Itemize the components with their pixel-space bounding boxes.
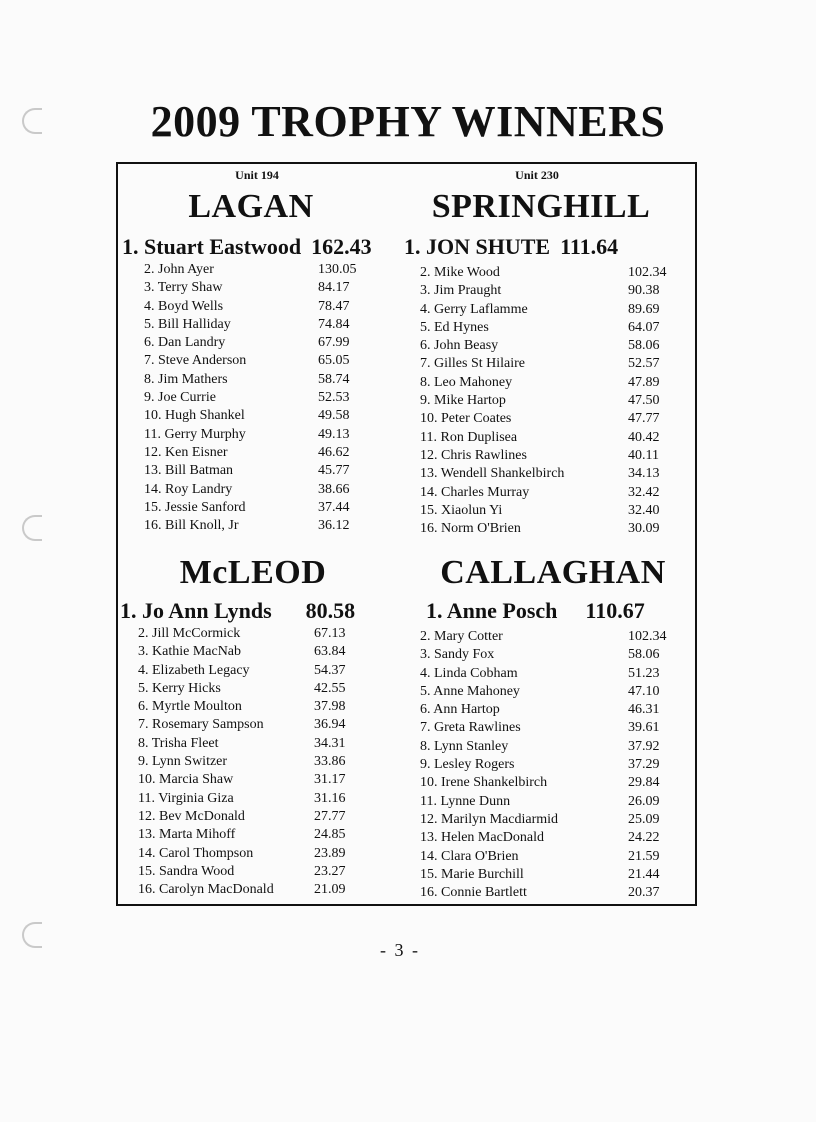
- list-item: [404, 264, 694, 282]
- list-item: [122, 279, 412, 297]
- entry-name: 13. Marta Mihoff: [138, 827, 236, 843]
- list-item: [404, 774, 694, 792]
- list-item: [404, 683, 694, 701]
- entry-name: 4. Gerry Laflamme: [420, 301, 528, 317]
- entry-score: 24.22: [628, 830, 660, 846]
- list-item: [120, 771, 410, 789]
- entry-list: [120, 625, 410, 899]
- entry-score: 51.23: [628, 665, 660, 681]
- list-item: [404, 465, 694, 483]
- entry-score: 47.89: [628, 374, 660, 390]
- entry-name: 13. Bill Batman: [144, 463, 234, 479]
- list-item: [120, 643, 410, 661]
- entry-list: [122, 261, 412, 535]
- entry-score: 29.84: [628, 775, 660, 791]
- list-item: [120, 881, 410, 899]
- list-item: [404, 410, 694, 428]
- winner-name: 1. Anne Posch: [426, 598, 558, 623]
- entry-name: 9. Lesley Rogers: [420, 757, 515, 773]
- entry-name: 4. Elizabeth Legacy: [138, 662, 250, 678]
- winner-score: 162.43: [311, 234, 372, 259]
- entry-score: 30.09: [628, 521, 660, 537]
- list-item: [404, 374, 694, 392]
- entry-name: 11. Lynne Dunn: [420, 793, 511, 809]
- entry-score: 32.40: [628, 502, 660, 518]
- entry-score: 39.61: [628, 720, 660, 736]
- list-item: [404, 319, 694, 337]
- entry-score: 24.85: [314, 827, 346, 843]
- entry-name: 14. Roy Landry: [144, 481, 233, 497]
- entry-name: 4. Boyd Wells: [144, 298, 224, 314]
- entry-name: 4. Linda Cobham: [420, 665, 518, 681]
- entry-name: 12. Marilyn Macdiarmid: [420, 811, 559, 827]
- entry-score: 89.69: [628, 301, 660, 317]
- list-item: [404, 665, 694, 683]
- page-number: - 3 -: [380, 940, 420, 960]
- list-item: [404, 301, 694, 319]
- club-name: McLEOD: [179, 554, 327, 591]
- entry-score: 23.89: [314, 845, 346, 861]
- club-name: CALLAGHAN: [440, 554, 666, 591]
- entry-score: 31.17: [314, 772, 346, 788]
- entry-name: 14. Clara O'Brien: [420, 848, 519, 864]
- entry-score: 67.13: [314, 626, 346, 641]
- winner-name: 1. JON SHUTE: [404, 234, 551, 259]
- entry-name: 10. Irene Shankelbirch: [420, 775, 548, 791]
- entry-score: 21.59: [628, 848, 660, 864]
- entry-score: 27.77: [314, 808, 346, 824]
- list-item: [404, 756, 694, 774]
- winner-name: 1. Jo Ann Lynds: [120, 598, 272, 623]
- entry-score: 102.34: [628, 265, 667, 280]
- entry-name: 15. Marie Burchill: [420, 866, 524, 882]
- entry-score: 102.34: [628, 629, 667, 644]
- entry-name: 8. Trisha Fleet: [138, 735, 219, 751]
- entry-name: 3. Jim Praught: [420, 283, 502, 299]
- entry-name: 8. Jim Mathers: [144, 371, 228, 387]
- entry-score: 58.74: [318, 371, 350, 387]
- list-item: [404, 337, 694, 355]
- list-item: [120, 845, 410, 863]
- entry-name: 7. Gilles St Hilaire: [420, 356, 525, 372]
- entry-name: 11. Ron Duplisea: [420, 429, 518, 445]
- entry-name: 15. Jessie Sanford: [144, 499, 246, 515]
- list-item: [404, 829, 694, 847]
- entry-name: 2. Mary Cotter: [420, 629, 503, 644]
- list-item: [120, 826, 410, 844]
- punch-hole-bottom: [22, 922, 42, 948]
- entry-name: 7. Steve Anderson: [144, 353, 247, 369]
- list-item: [404, 738, 694, 756]
- winner-row: [404, 234, 618, 260]
- entry-name: 10. Hugh Shankel: [144, 408, 245, 424]
- entry-name: 7. Greta Rawlines: [420, 720, 521, 736]
- entry-score: 38.66: [318, 481, 350, 497]
- list-item: [122, 481, 412, 499]
- winner-score: 111.64: [560, 234, 619, 259]
- entry-score: 33.86: [314, 754, 346, 770]
- list-item: [122, 316, 412, 334]
- entry-score: 45.77: [318, 463, 350, 479]
- page-title: 2009 TROPHY WINNERS: [150, 97, 666, 146]
- entry-score: 42.55: [314, 680, 346, 696]
- list-item: [122, 407, 412, 425]
- entry-name: 9. Lynn Switzer: [138, 754, 228, 770]
- list-item: [404, 502, 694, 520]
- winner-score: 80.58: [305, 598, 356, 623]
- entry-name: 6. Ann Hartop: [420, 702, 500, 718]
- list-item: [404, 520, 694, 538]
- entry-name: 9. Joe Currie: [144, 390, 216, 406]
- entry-name: 11. Virginia Giza: [138, 790, 234, 806]
- entry-score: 49.58: [318, 408, 350, 424]
- club-name: SPRINGHILL: [431, 188, 651, 225]
- entry-name: 12. Chris Rawlines: [420, 447, 527, 463]
- entry-score: 21.44: [628, 866, 660, 882]
- list-item: [404, 701, 694, 719]
- entry-score: 65.05: [318, 353, 350, 369]
- list-item: [120, 662, 410, 680]
- entry-name: 6. Myrtle Moulton: [138, 699, 242, 715]
- list-item: [122, 352, 412, 370]
- entry-name: 16. Bill Knoll, Jr: [144, 518, 239, 534]
- list-item: [404, 866, 694, 884]
- entry-score: 37.92: [628, 738, 660, 754]
- entry-score: 25.09: [628, 811, 660, 827]
- list-item: [404, 646, 694, 664]
- list-item: [404, 884, 694, 902]
- list-item: [122, 389, 412, 407]
- list-item: [122, 444, 412, 462]
- entry-score: 90.38: [628, 283, 660, 299]
- list-item: [120, 753, 410, 771]
- entry-score: 23.27: [314, 863, 346, 879]
- entry-score: 52.53: [318, 390, 350, 406]
- list-item: [120, 625, 410, 643]
- list-item: [120, 680, 410, 698]
- entry-score: 130.05: [318, 262, 357, 277]
- entry-name: 15. Xiaolun Yi: [420, 502, 503, 518]
- entry-name: 2. John Ayer: [144, 262, 214, 277]
- winner-name: 1. Stuart Eastwood: [122, 234, 302, 259]
- entry-name: 7. Rosemary Sampson: [138, 717, 264, 733]
- entry-name: 3. Kathie MacNab: [138, 644, 242, 660]
- list-item: [122, 371, 412, 389]
- entry-score: 52.57: [628, 356, 660, 372]
- unit-label: Unit 230: [515, 168, 559, 182]
- entry-score: 40.11: [628, 447, 659, 463]
- list-item: [120, 863, 410, 881]
- list-item: [122, 499, 412, 517]
- entry-score: 47.10: [628, 683, 660, 699]
- winner-score: 110.67: [585, 598, 645, 623]
- club-name: LAGAN: [188, 188, 314, 225]
- entry-name: 5. Ed Hynes: [420, 319, 489, 335]
- list-item: [122, 334, 412, 352]
- list-item: [120, 698, 410, 716]
- entry-name: 16. Norm O'Brien: [420, 521, 521, 537]
- winner-row: [426, 598, 645, 624]
- entry-name: 12. Bev McDonald: [138, 808, 245, 824]
- entry-score: 47.77: [628, 411, 660, 427]
- entry-score: 26.09: [628, 793, 660, 809]
- list-item: [122, 426, 412, 444]
- entry-score: 64.07: [628, 319, 660, 335]
- entry-list: [404, 628, 694, 902]
- entry-name: 15. Sandra Wood: [138, 863, 235, 879]
- list-item: [404, 628, 694, 646]
- entry-score: 78.47: [318, 298, 350, 314]
- entry-name: 12. Ken Eisner: [144, 444, 228, 460]
- entry-score: 37.98: [314, 699, 346, 715]
- entry-name: 3. Terry Shaw: [144, 280, 223, 296]
- entry-score: 40.42: [628, 429, 660, 445]
- list-item: [122, 462, 412, 480]
- entry-list: [404, 264, 694, 538]
- entry-name: 16. Carolyn MacDonald: [138, 882, 274, 898]
- entry-score: 58.06: [628, 338, 660, 354]
- entry-name: 3. Sandy Fox: [420, 647, 495, 663]
- entry-name: 9. Mike Hartop: [420, 393, 506, 409]
- winner-row: [120, 598, 355, 624]
- entry-score: 54.37: [314, 662, 346, 678]
- entry-name: 5. Kerry Hicks: [138, 680, 221, 696]
- entry-name: 13. Helen MacDonald: [420, 830, 545, 846]
- entry-name: 5. Anne Mahoney: [420, 683, 520, 699]
- entry-score: 58.06: [628, 647, 660, 663]
- list-item: [404, 848, 694, 866]
- entry-name: 10. Marcia Shaw: [138, 772, 234, 788]
- list-item: [120, 790, 410, 808]
- entry-score: 20.37: [628, 885, 660, 901]
- entry-name: 16. Connie Bartlett: [420, 885, 527, 901]
- list-item: [404, 447, 694, 465]
- list-item: [404, 719, 694, 737]
- list-item: [120, 808, 410, 826]
- list-item: [404, 811, 694, 829]
- entry-score: 46.62: [318, 444, 350, 460]
- entry-score: 32.42: [628, 484, 660, 500]
- entry-name: 6. John Beasy: [420, 338, 499, 354]
- entry-score: 21.09: [314, 882, 346, 898]
- entry-name: 13. Wendell Shankelbirch: [420, 466, 565, 482]
- entry-name: 10. Peter Coates: [420, 411, 512, 427]
- list-item: [122, 517, 412, 535]
- entry-score: 34.13: [628, 466, 660, 482]
- entry-score: 37.29: [628, 757, 660, 773]
- list-item: [122, 298, 412, 316]
- punch-hole-middle: [22, 515, 42, 541]
- entry-score: 47.50: [628, 393, 660, 409]
- entry-name: 14. Carol Thompson: [138, 845, 254, 861]
- entry-score: 36.12: [318, 518, 350, 534]
- entry-name: 14. Charles Murray: [420, 484, 530, 500]
- entry-score: 74.84: [318, 316, 350, 332]
- list-item: [120, 735, 410, 753]
- entry-score: 84.17: [318, 280, 350, 296]
- list-item: [404, 793, 694, 811]
- entry-score: 37.44: [318, 499, 350, 515]
- entry-name: 8. Leo Mahoney: [420, 374, 513, 390]
- entry-name: 11. Gerry Murphy: [144, 426, 246, 442]
- entry-score: 34.31: [314, 735, 346, 751]
- entry-name: 8. Lynn Stanley: [420, 738, 509, 754]
- list-item: [404, 355, 694, 373]
- entry-name: 6. Dan Landry: [144, 335, 226, 351]
- unit-label: Unit 194: [235, 168, 279, 182]
- entry-score: 31.16: [314, 790, 346, 806]
- list-item: [120, 716, 410, 734]
- entry-score: 67.99: [318, 335, 350, 351]
- entry-score: 49.13: [318, 426, 350, 442]
- winner-row: [122, 234, 372, 260]
- list-item: [404, 282, 694, 300]
- entry-name: 2. Mike Wood: [420, 265, 500, 280]
- entry-score: 36.94: [314, 717, 346, 733]
- list-item: [404, 429, 694, 447]
- entry-name: 2. Jill McCormick: [138, 626, 241, 641]
- entry-score: 63.84: [314, 644, 346, 660]
- entry-name: 5. Bill Halliday: [144, 316, 231, 332]
- trophy-winners-box: [116, 162, 697, 906]
- entry-score: 46.31: [628, 702, 660, 718]
- list-item: [404, 484, 694, 502]
- list-item: [122, 261, 412, 279]
- list-item: [404, 392, 694, 410]
